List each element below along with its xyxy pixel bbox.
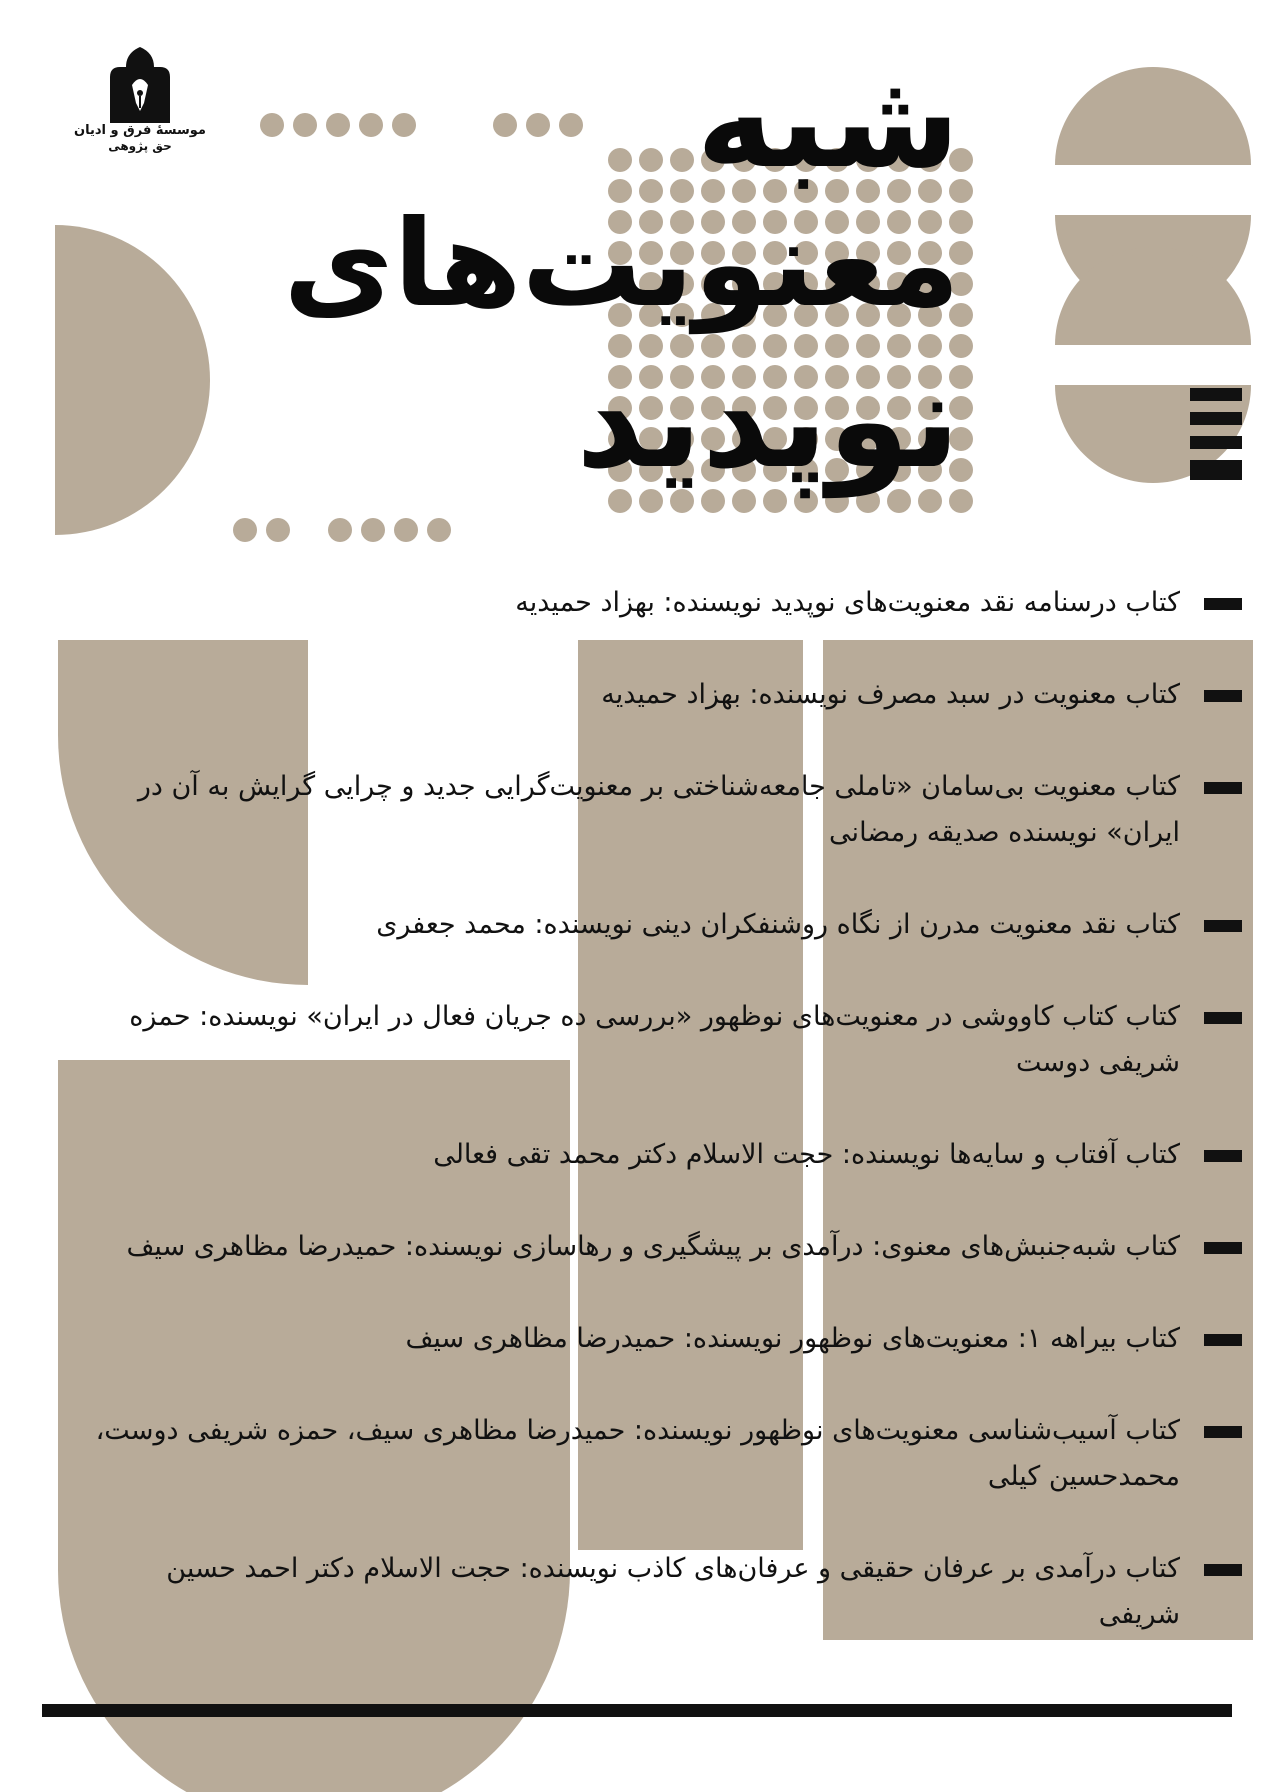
book-item — [82, 580, 1242, 626]
book-item — [82, 1316, 1242, 1362]
book-text: کتاب درسنامه نقد معنویت‌های نوپدید نویسنده: بهزاد حمیدیه — [515, 587, 1180, 618]
institute-logo — [70, 45, 210, 185]
left-half-circle — [55, 225, 210, 535]
pen-nib-emblem-icon — [102, 45, 178, 123]
bullet-bar — [1204, 598, 1242, 610]
book-text: کتاب نقد معنویت مدرن از نگاه روشنفکران دینی نویسنده: محمد جعفری — [376, 909, 1180, 940]
bullet-bar — [1204, 1242, 1242, 1254]
book-item — [82, 764, 1242, 856]
book-item — [82, 672, 1242, 718]
book-text: کتاب معنویت بی‌سامان «تاملی جامعه‌شناختی بر معنویت‌گرایی جدید و چرایی گرایش به آن در ایران» نویسنده صدیقه رمضانی — [137, 771, 1180, 848]
book-text: کتاب درآمدی بر عرفان حقیقی و عرفان‌های کاذب نویسنده: حجت الاسلام دکتر احمد حسین شریفی — [166, 1553, 1180, 1630]
bullet-bar — [1204, 1012, 1242, 1024]
logo-name-line2: حق پژوهی — [108, 138, 172, 153]
title-line3: نوپدید — [576, 344, 960, 498]
bottom-rule — [42, 1704, 1232, 1717]
book-text: کتاب معنویت در سبد مصرف نویسنده: بهزاد حمیدیه — [601, 679, 1180, 710]
book-text: کتاب آسیب‌شناسی معنویت‌های نوظهور نویسنده: حمیدرضا مظاهری سیف، حمزه شریفی دوست، محمدحسین کیلی — [95, 1415, 1180, 1492]
bullet-bar — [1204, 920, 1242, 932]
bullet-bar — [1204, 782, 1242, 794]
logo-name-line1: موسسهٔ فرق و ادیان — [74, 123, 206, 138]
book-item — [82, 1132, 1242, 1178]
book-text: کتاب بیراهه ۱: معنویت‌های نوظهور نویسنده: حمیدرضا مظاهری سیف — [405, 1323, 1180, 1354]
book-list — [82, 580, 1242, 1684]
bullet-bar — [1204, 1564, 1242, 1576]
book-item — [82, 1408, 1242, 1500]
book-item — [82, 994, 1242, 1086]
bullet-bar — [1204, 690, 1242, 702]
title-line2: معنویت‌های — [283, 195, 960, 334]
book-item — [82, 1546, 1242, 1638]
book-item — [82, 1224, 1242, 1270]
right-half-circle-top — [1055, 67, 1251, 165]
bullet-bar — [1204, 1426, 1242, 1438]
bullet-bar — [1204, 1150, 1242, 1162]
title-line1: شبه — [696, 44, 960, 198]
poster-title — [200, 44, 960, 525]
book-text: کتاب آفتاب و سایه‌ها نویسنده: حجت الاسلام دکتر محمد تقی فعالی — [433, 1139, 1180, 1170]
book-text: کتاب کتاب کاووشی در معنویت‌های نوظهور «بررسی ده جریان فعال در ایران» نویسنده: حمزه شریفی دوست — [129, 1001, 1180, 1078]
bullet-bar — [1204, 1334, 1242, 1346]
book-item — [82, 902, 1242, 948]
book-text: کتاب شبه‌جنبش‌های معنوی: درآمدی بر پیشگیری و رهاسازی نویسنده: حمیدرضا مظاهری سیف — [126, 1231, 1180, 1262]
